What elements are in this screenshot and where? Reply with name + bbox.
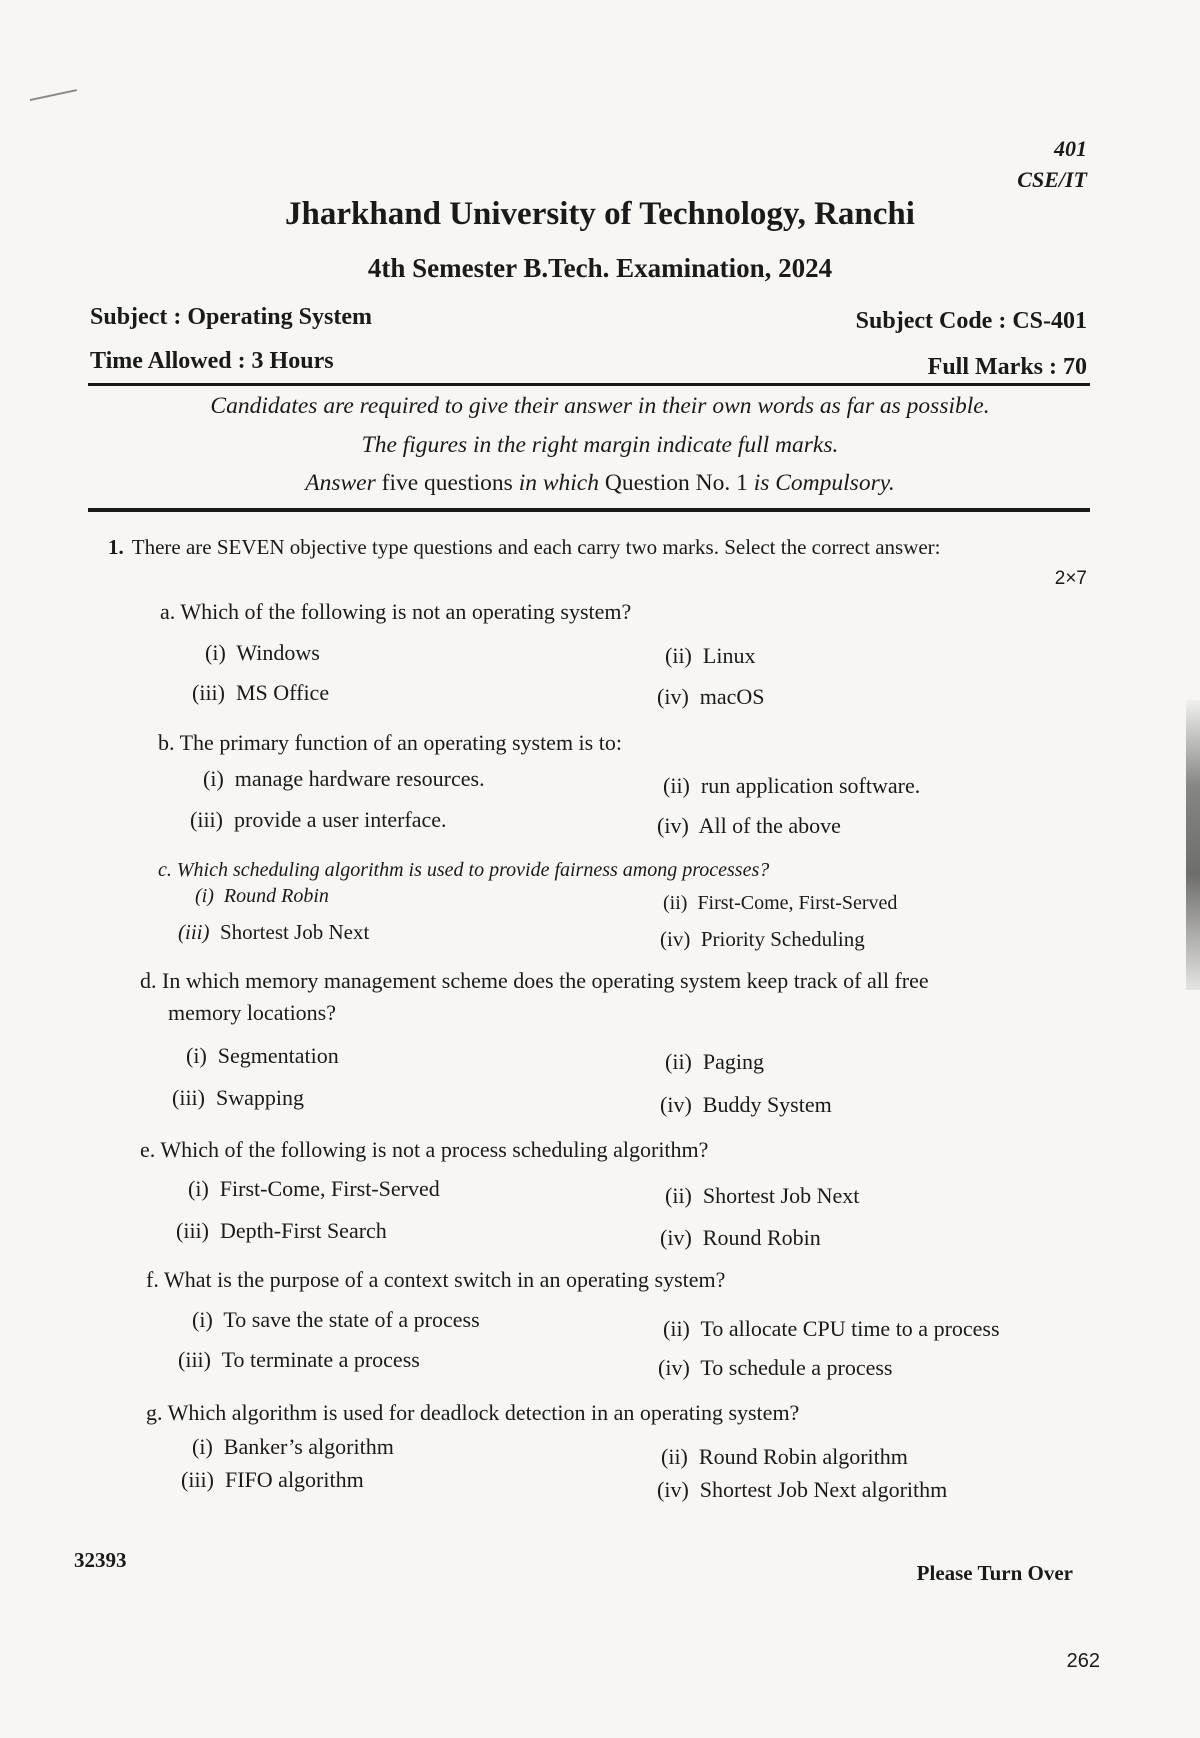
full-marks: Full Marks : 70: [927, 354, 1087, 380]
option: (iv) Buddy System: [660, 1092, 832, 1117]
option: (i) Segmentation: [186, 1043, 339, 1068]
header-rule-top: [88, 383, 1090, 386]
option: (iv) Round Robin: [660, 1225, 821, 1250]
instruction-3: Answer five questions in which Question No. 1 is Compulsory.: [305, 470, 895, 496]
pen-mark: [30, 89, 79, 107]
option: (i) Banker’s algorithm: [192, 1434, 394, 1459]
paper-code: 401: [1054, 136, 1087, 161]
header-rule-bottom: [88, 508, 1090, 512]
option: (ii) First-Come, First-Served: [663, 892, 898, 914]
option: (ii) Linux: [665, 643, 756, 668]
option: (ii) run application software.: [663, 773, 921, 798]
option: (iii) provide a user interface.: [190, 807, 447, 832]
option: (iii) Depth-First Search: [176, 1218, 387, 1243]
question-f: f. What is the purpose of a context switch in an operating system?: [146, 1267, 726, 1292]
time-allowed: Time Allowed : 3 Hours: [90, 348, 334, 374]
question-b: b. The primary function of an operating system is to:: [158, 730, 622, 755]
instruction-2: The figures in the right margin indicate full marks.: [361, 432, 839, 458]
option: (iii) MS Office: [192, 680, 330, 705]
university-title: Jharkhand University of Technology, Ranchi: [285, 196, 915, 232]
option: (iii) To terminate a process: [178, 1347, 420, 1372]
question-c: c. Which scheduling algorithm is used to provide fairness among processes?: [158, 859, 770, 881]
question-1: 1. There are SEVEN objective type questions and each carry two marks. Select the correct answer:: [108, 535, 941, 559]
scan-edge-shadow: [1186, 700, 1200, 990]
option: (iii) Shortest Job Next: [178, 920, 370, 944]
option: (i) Round Robin: [195, 885, 329, 907]
paper-id: 32393: [74, 1548, 127, 1572]
question-a: a. Which of the following is not an operating system?: [160, 599, 632, 624]
subject: Subject : Operating System: [90, 304, 372, 330]
question-e: e. Which of the following is not a process scheduling algorithm?: [140, 1137, 709, 1162]
branch: CSE/IT: [1017, 167, 1087, 192]
please-turn-over: Please Turn Over: [916, 1561, 1073, 1585]
option: (ii) Paging: [665, 1049, 765, 1074]
question-d: d. In which memory management scheme does the operating system keep track of all free: [140, 968, 929, 993]
option: (iv) All of the above: [657, 813, 841, 838]
option: (ii) To allocate CPU time to a process: [663, 1316, 1000, 1341]
option: (iv) macOS: [657, 684, 765, 709]
instruction-1: Candidates are required to give their answer in their own words as far as possible.: [210, 393, 990, 419]
question-1-marks: 2×7: [1054, 568, 1087, 589]
exam-title: 4th Semester B.Tech. Examination, 2024: [367, 253, 833, 283]
question-g: g. Which algorithm is used for deadlock detection in an operating system?: [146, 1400, 800, 1425]
option: (i) manage hardware resources.: [203, 766, 485, 791]
option: (iii) Swapping: [172, 1085, 304, 1110]
question-d-cont: memory locations?: [168, 1000, 337, 1025]
option: (i) First-Come, First-Served: [188, 1176, 440, 1201]
option: (iv) Priority Scheduling: [660, 927, 865, 951]
page-number: 262: [1066, 1650, 1100, 1672]
option: (i) Windows: [205, 640, 320, 665]
option: (ii) Round Robin algorithm: [661, 1444, 908, 1469]
option: (ii) Shortest Job Next: [665, 1183, 860, 1208]
subject-code: Subject Code : CS-401: [855, 308, 1087, 334]
option: (iii) FIFO algorithm: [181, 1467, 364, 1492]
option: (iv) To schedule a process: [658, 1355, 893, 1380]
option: (i) To save the state of a process: [192, 1307, 480, 1332]
option: (iv) Shortest Job Next algorithm: [657, 1477, 948, 1502]
